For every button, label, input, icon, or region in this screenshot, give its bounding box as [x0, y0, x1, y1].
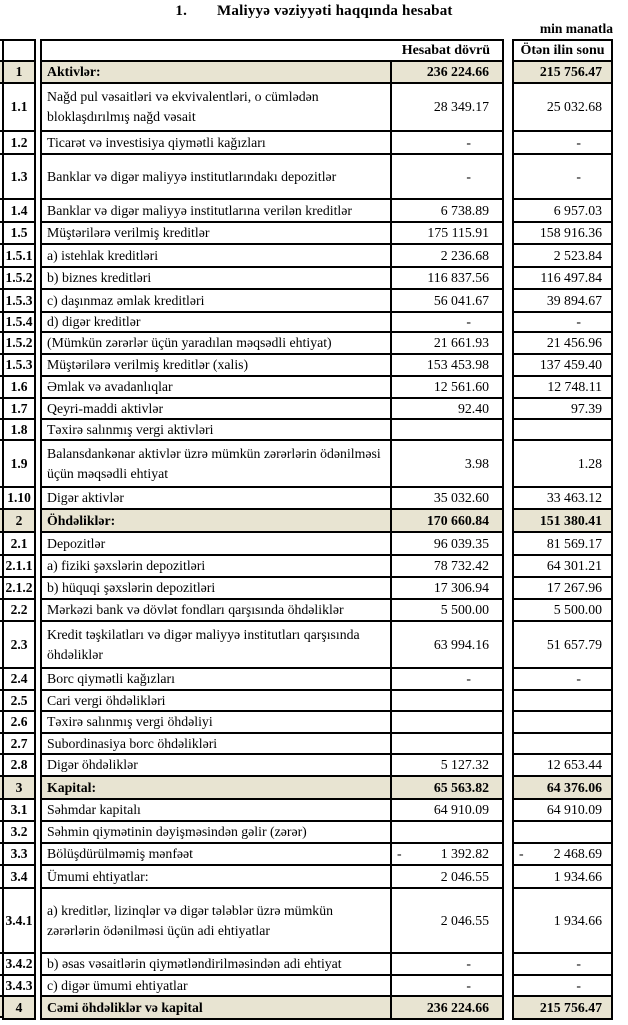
current-period-value: 56 041.67: [390, 290, 502, 311]
row-label: Səhmdar kapitalı: [47, 802, 141, 818]
row-label: Cari vergi öhdəlikləri: [47, 692, 166, 708]
table-row: [42, 62, 502, 84]
previous-year-value: 64 376.06: [514, 777, 611, 800]
row-label: Borc qiymətli kağızları: [47, 671, 175, 687]
previous-year-value: 158 916.36: [514, 223, 611, 245]
current-period-value: [390, 734, 502, 753]
table-row: [42, 997, 502, 1018]
current-period-value: 63 994.16: [390, 622, 502, 667]
previous-year-value: -: [514, 155, 611, 200]
previous-year-value: [514, 420, 611, 441]
table-row: [42, 313, 502, 333]
row-label: Ümumi ehtiyatlar:: [47, 868, 149, 884]
current-period-value: 28 349.17: [390, 84, 502, 130]
row-label: Qeyri-maddi aktivlər: [47, 400, 164, 416]
previous-year-value: 33 463.12: [514, 488, 611, 510]
current-period-value: -: [390, 669, 502, 689]
table-row: [42, 844, 502, 866]
previous-year-value: [514, 822, 611, 844]
current-period-value: 12 561.60: [390, 377, 502, 397]
row-label: c) digər ümumi ehtiyatlar: [47, 977, 188, 993]
column-header-previous-year: Ötən ilin sonu: [514, 41, 611, 62]
value-text: 2 468.69: [553, 846, 602, 861]
row-label: Cəmi öhdəliklər və kapital: [47, 999, 203, 1015]
table-header-row: [42, 41, 502, 62]
row-label: c) daşınmaz əmlak kreditləri: [47, 292, 205, 308]
row-number: 2.1.1: [4, 556, 34, 578]
row-number: 3.4.2: [4, 954, 34, 976]
row-number: 1.3: [4, 155, 34, 200]
row-number: 2.3: [4, 622, 34, 669]
current-period-value: [390, 420, 502, 439]
table-row: [42, 420, 502, 441]
table-row: [42, 488, 502, 510]
current-period-value: 17 306.94: [390, 578, 502, 598]
table-row: [42, 510, 502, 533]
previous-year-value: 64 910.09: [514, 800, 611, 822]
row-number: 1.1: [4, 84, 34, 132]
row-number: 2.2: [4, 600, 34, 622]
negative-sign: -: [397, 846, 402, 861]
previous-year-value: 64 301.21: [514, 556, 611, 578]
row-label: a) fiziki şəxslərin depozitləri: [47, 558, 206, 574]
current-period-value: 116 837.56: [390, 268, 502, 288]
row-number: 2.5: [4, 691, 34, 712]
current-period-value: -: [390, 954, 502, 974]
table-row: [42, 600, 502, 622]
row-label: b) biznes kreditləri: [47, 270, 152, 286]
title-number: 1.: [175, 3, 188, 19]
row-number: 1.4: [4, 200, 34, 223]
previous-year-value: 51 657.79: [514, 622, 611, 669]
row-label: Banklar və digər maliyyə institutlarındakı depozitlər: [47, 168, 337, 184]
current-period-value: 5 500.00: [390, 600, 502, 620]
previous-year-value: 5 500.00: [514, 600, 611, 622]
table-row: [42, 622, 502, 669]
row-number: 3.4.3: [4, 976, 34, 997]
row-label: Subordinasiya borc öhdəlikləri: [47, 735, 218, 751]
row-number: 3.4.1: [4, 889, 34, 954]
table-row: [42, 290, 502, 313]
table-row: [42, 889, 502, 954]
previous-year-value: 17 267.96: [514, 578, 611, 600]
previous-year-value: 215 756.47: [514, 997, 611, 1018]
current-period-value: 170 660.84: [390, 510, 502, 531]
row-label: Digər öhdəliklər: [47, 757, 138, 773]
table-row: [42, 734, 502, 755]
previous-year-value: [514, 712, 611, 734]
current-period-value: 65 563.82: [390, 777, 502, 798]
table-row: [42, 245, 502, 268]
title-text: Maliyyə vəziyyəti haqqında hesabat: [217, 3, 453, 19]
row-label: Təxirə salınmış vergi öhdəliyi: [47, 714, 213, 730]
row-label: Aktivlər:: [47, 64, 101, 80]
previous-year-value: 25 032.68: [514, 84, 611, 132]
previous-year-value: 81 569.17: [514, 533, 611, 556]
table-row: [42, 268, 502, 290]
row-label: Kredit təşkilatları və digər maliyyə institutları qarşısında öhdəliklər: [47, 626, 360, 662]
row-number: 2.4: [4, 669, 34, 691]
row-number-column: [2, 39, 36, 1020]
row-label: a) kreditlər, lizinqlər və digər tələblər üzrə mümkün zərərlərin ödənilməsi üçün adi ehtiyatlar: [47, 902, 333, 938]
main-table-block: [40, 39, 504, 1020]
table-row: [42, 822, 502, 844]
current-period-value: -: [390, 313, 502, 331]
previous-year-value: 97.39: [514, 399, 611, 420]
current-period-value: 2 236.68: [390, 245, 502, 266]
row-number: 1.5.2: [4, 268, 34, 290]
table-row: [42, 800, 502, 822]
row-label: b) hüquqi şəxslərin depozitləri: [47, 580, 216, 596]
unit-label: min manatla: [539, 21, 613, 36]
row-label: Öhdəliklər:: [47, 512, 116, 528]
current-period-value: 2 046.55: [390, 866, 502, 887]
row-number-header-cell: [4, 41, 34, 62]
previous-year-value: 137 459.40: [514, 355, 611, 377]
current-period-value: 175 115.91: [390, 223, 502, 243]
current-period-value: 236 224.66: [390, 62, 502, 82]
current-period-value: 92.40: [390, 399, 502, 418]
row-number: 2.1.2: [4, 578, 34, 600]
current-period-value: -: [390, 976, 502, 995]
row-label: Depozitlər: [47, 535, 106, 551]
previous-year-value: 6 957.03: [514, 200, 611, 223]
row-label: Mərkəzi bank və dövlət fondları qarşısında öhdəliklər: [47, 602, 344, 618]
table-row: [42, 556, 502, 578]
row-number: 3.4: [4, 866, 34, 889]
financial-table: [0, 39, 628, 1025]
row-label: b) əsas vəsaitlərin qiymətləndirilməsindən adi ehtiyat: [47, 956, 342, 972]
current-period-value: 6 738.89: [390, 200, 502, 221]
current-period-value: [390, 844, 502, 864]
negative-sign: -: [519, 846, 524, 861]
current-period-value: 96 039.35: [390, 533, 502, 554]
previous-year-value: [514, 691, 611, 712]
current-period-value: -: [390, 155, 502, 198]
row-label: Digər aktivlər: [47, 490, 125, 506]
table-row: [42, 755, 502, 777]
table-row: [42, 691, 502, 712]
current-period-value: 64 910.09: [390, 800, 502, 820]
current-period-value: 35 032.60: [390, 488, 502, 508]
previous-year-column: [512, 39, 613, 1020]
table-row: [42, 200, 502, 223]
row-number: 1.5.1: [4, 245, 34, 268]
table-row: [42, 712, 502, 734]
page-title: [0, 0, 628, 20]
table-row: [42, 333, 502, 355]
row-number: 2: [4, 510, 34, 533]
table-row: [42, 132, 502, 155]
previous-year-value: -: [514, 976, 611, 997]
previous-year-value: 1 934.66: [514, 889, 611, 954]
row-number: 1.2: [4, 132, 34, 155]
row-number: 1.7: [4, 399, 34, 420]
row-label: (Mümkün zərərlər üçün yaradılan məqsədli ehtiyat): [47, 335, 332, 351]
row-number: 1.8: [4, 420, 34, 441]
table-row: [42, 355, 502, 377]
previous-year-value: 1 934.66: [514, 866, 611, 889]
current-period-value: 21 661.93: [390, 333, 502, 353]
previous-year-value: 2 523.84: [514, 245, 611, 268]
previous-year-value: -: [514, 954, 611, 976]
current-period-value: [390, 712, 502, 732]
table-row: [42, 223, 502, 245]
row-label: Kapital:: [47, 779, 97, 795]
table-row: [42, 533, 502, 556]
current-period-value: [390, 691, 502, 710]
row-label: Müştərilərə verilmiş kreditlər: [47, 225, 210, 241]
previous-year-value: [514, 844, 611, 866]
previous-year-value: 1.28: [514, 441, 611, 488]
row-number: 2.6: [4, 712, 34, 734]
row-number: 1.6: [4, 377, 34, 399]
current-period-value: -: [390, 132, 502, 153]
row-label: Bölüşdürülməmiş mənfəət: [47, 846, 193, 862]
row-label: Əmlak və avadanlıqlar: [47, 379, 173, 395]
row-number: 1.10: [4, 488, 34, 510]
current-period-value: 2 046.55: [390, 889, 502, 952]
row-number: 3: [4, 777, 34, 800]
table-row: [42, 976, 502, 997]
row-number: 3.3: [4, 844, 34, 866]
current-period-value: 153 453.98: [390, 355, 502, 375]
row-number: 2.7: [4, 734, 34, 755]
row-label: Müştərilərə verilmiş kreditlər (xalis): [47, 357, 249, 373]
previous-year-value: -: [514, 669, 611, 691]
row-number: 2.1: [4, 533, 34, 556]
row-number: 2.8: [4, 755, 34, 777]
row-number: 1.9: [4, 441, 34, 488]
previous-year-value: 21 456.96: [514, 333, 611, 355]
previous-year-value: 12 653.44: [514, 755, 611, 777]
current-period-value: 5 127.32: [390, 755, 502, 775]
table-row: [42, 669, 502, 691]
previous-year-value: -: [514, 132, 611, 155]
row-number: 1.5: [4, 223, 34, 245]
previous-year-value: [514, 734, 611, 755]
current-period-value: [390, 822, 502, 842]
current-period-value: 236 224.66: [390, 997, 502, 1018]
row-number: 1.5.2: [4, 333, 34, 355]
table-row: [42, 155, 502, 200]
row-label: Nağd pul vəsaitləri və ekvivalentləri, o cümlədən bloklaşdırılmış nağd vəsait: [47, 89, 319, 124]
row-number: 1: [4, 62, 34, 84]
row-label: Balansdankənar aktivlər üzrə mümkün zərərlərin ödənilməsi üçün məqsədli ehtiyat: [47, 445, 381, 481]
previous-year-value: -: [514, 313, 611, 333]
table-row: [42, 84, 502, 132]
previous-year-value: 151 380.41: [514, 510, 611, 533]
row-number: 1.5.3: [4, 355, 34, 377]
table-row: [42, 866, 502, 889]
row-label: Təxirə salınmış vergi aktivləri: [47, 421, 214, 437]
current-period-value: 78 732.42: [390, 556, 502, 576]
row-label: a) istehlak kreditləri: [47, 247, 159, 263]
previous-year-value: 215 756.47: [514, 62, 611, 84]
table-row: [42, 441, 502, 488]
table-row: [42, 954, 502, 976]
row-label: d) digər kreditlər: [47, 314, 141, 330]
row-number: 1.5.4: [4, 313, 34, 333]
value-text: 1 392.82: [440, 846, 489, 861]
previous-year-value: 116 497.84: [514, 268, 611, 290]
row-label: Səhmin qiymətinin dəyişməsindən gəlir (zərər): [47, 824, 307, 840]
row-label: Banklar və digər maliyyə institutlarına verilən kreditlər: [47, 202, 352, 218]
table-row: [42, 377, 502, 399]
row-number: 1.5.3: [4, 290, 34, 313]
row-number: 3.2: [4, 822, 34, 844]
column-header-current-period: Hesabat dövrü: [401, 42, 490, 58]
table-row: [42, 777, 502, 800]
row-label: Ticarət və investisiya qiymətli kağızları: [47, 134, 266, 150]
previous-year-value: 12 748.11: [514, 377, 611, 399]
table-row: [42, 399, 502, 420]
table-row: [42, 578, 502, 600]
previous-year-value: 39 894.67: [514, 290, 611, 313]
row-number: 4: [4, 997, 34, 1018]
current-period-value: 3.98: [390, 441, 502, 486]
row-number: 3.1: [4, 800, 34, 822]
